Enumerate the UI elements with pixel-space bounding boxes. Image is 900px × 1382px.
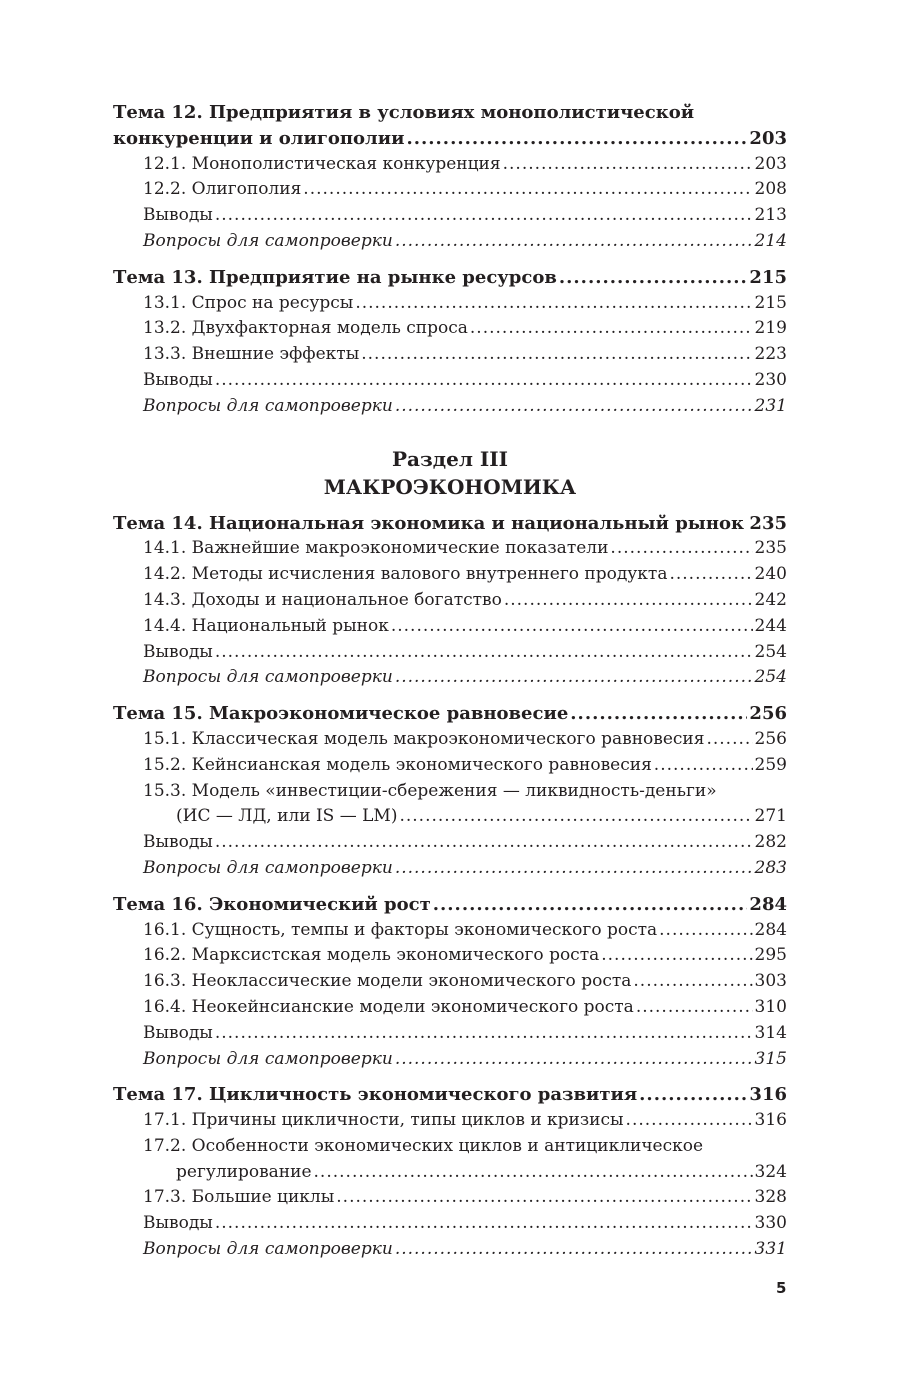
entry-page: 240: [754, 564, 787, 585]
table-of-contents: [113, 100, 787, 1263]
toc-entry: [113, 918, 787, 944]
dot-leader: [395, 665, 753, 691]
entry-page: 316: [749, 1084, 787, 1106]
entry-page: 310: [754, 996, 787, 1017]
entry-title-continued: конкуренции и олигополии: [113, 127, 405, 149]
toc-entry: [113, 368, 787, 394]
entry-title: Тема 12. Предприятия в условиях монополистической: [113, 102, 695, 123]
entry-line: [113, 588, 787, 614]
toc-topic: [113, 100, 787, 152]
entry-line: [113, 126, 787, 152]
entry-title: 12.2. Олигополия: [143, 179, 302, 200]
entry-line: [113, 1211, 787, 1237]
entry-page: 331: [754, 1239, 787, 1260]
entry-page: 244: [754, 615, 787, 636]
dot-leader: [636, 995, 753, 1021]
entry-page: 303: [754, 971, 787, 992]
entry-title: Вопросы для самопроверки: [143, 857, 393, 878]
toc-entry: [113, 779, 787, 831]
entry-line: [113, 203, 787, 229]
entry-page: 235: [749, 512, 787, 534]
entry-line: [113, 665, 787, 691]
entry-page: 256: [754, 728, 787, 749]
toc-entry: [113, 1211, 787, 1237]
dot-leader: [391, 614, 753, 640]
entry-line: [113, 892, 787, 918]
entry-title: 16.3. Неоклассические модели экономического роста: [143, 971, 632, 992]
entry-page: 235: [754, 538, 787, 559]
entry-page: 215: [754, 292, 787, 313]
dot-leader: [706, 727, 752, 753]
entry-title: 17.1. Причины цикличности, типы циклов и кризисы: [143, 1110, 624, 1131]
section-label: Раздел III: [392, 446, 508, 471]
entry-page: 330: [754, 1213, 787, 1234]
toc-entry: [113, 969, 787, 995]
entry-title: Тема 16. Экономический рост: [113, 893, 431, 915]
dot-leader: [395, 1237, 753, 1263]
toc-topic: [113, 511, 787, 537]
entry-page: 254: [754, 667, 787, 688]
entry-title: 15.3. Модель «инвестиции-сбережения — ликвидность-деньги»: [143, 780, 717, 801]
entry-line: [113, 1134, 787, 1160]
toc-entry: [113, 665, 787, 691]
dot-leader: [610, 536, 752, 562]
entry-title: Выводы: [143, 205, 213, 226]
entry-line: [113, 177, 787, 203]
dot-leader: [433, 892, 748, 918]
entry-title-continued: регулирование: [176, 1161, 312, 1182]
entry-line: [113, 943, 787, 969]
entry-title: Тема 17. Цикличность экономического развития: [113, 1084, 638, 1106]
section-title: МАКРОЭКОНОМИКА: [323, 474, 577, 499]
toc-topic: [113, 892, 787, 918]
toc-entry: [113, 394, 787, 420]
toc-entry: [113, 1047, 787, 1073]
toc-entry: [113, 229, 787, 255]
toc-entry: [113, 536, 787, 562]
toc-entry: [113, 1108, 787, 1134]
toc-topic-group: [113, 892, 787, 1073]
entry-page: 314: [754, 1022, 787, 1043]
dot-leader: [336, 1185, 752, 1211]
dot-leader: [215, 830, 753, 856]
entry-line: [113, 1021, 787, 1047]
entry-title: Выводы: [143, 1213, 213, 1234]
entry-title: Выводы: [143, 641, 213, 662]
dot-leader: [559, 265, 748, 291]
entry-title: 13.1. Спрос на ресурсы: [143, 292, 354, 313]
entry-title: 16.4. Неокейнсианские модели экономического роста: [143, 996, 634, 1017]
dot-leader: [601, 943, 752, 969]
entry-title: 16.2. Марксистская модель экономического роста: [143, 945, 600, 966]
entry-page: 256: [749, 703, 787, 725]
entry-page: 208: [754, 179, 787, 200]
dot-leader: [314, 1160, 753, 1186]
toc-entry: [113, 614, 787, 640]
entry-page: 284: [749, 893, 787, 915]
dot-leader: [503, 152, 753, 178]
entry-line: [113, 342, 787, 368]
toc-entry: [113, 177, 787, 203]
toc-entry: [113, 1185, 787, 1211]
entry-page: 282: [754, 832, 787, 853]
entry-title: 12.1. Монополистическая конкуренция: [143, 153, 501, 174]
toc-topic-group: [113, 511, 787, 692]
toc-block: [113, 511, 787, 1263]
toc-entry: [113, 727, 787, 753]
entry-page: 242: [754, 589, 787, 610]
toc-entry: [113, 753, 787, 779]
toc-entry: [113, 943, 787, 969]
toc-entry: [113, 316, 787, 342]
entry-page: 324: [754, 1161, 787, 1182]
entry-page: 284: [754, 919, 787, 940]
entry-page: 223: [754, 344, 787, 365]
entry-line: [113, 562, 787, 588]
dot-leader: [626, 1108, 753, 1134]
dot-leader: [659, 918, 752, 944]
entry-title: Выводы: [143, 369, 213, 390]
entry-title: Выводы: [143, 1022, 213, 1043]
entry-line: [113, 368, 787, 394]
entry-line: [113, 753, 787, 779]
toc-entry: [113, 588, 787, 614]
entry-line: [113, 830, 787, 856]
toc-topic: [113, 1082, 787, 1108]
entry-title: Вопросы для самопроверки: [143, 667, 393, 688]
toc-block: [113, 100, 787, 420]
entry-title: Тема 13. Предприятие на рынке ресурсов: [113, 266, 557, 288]
entry-page: 271: [754, 806, 787, 827]
toc-entry: [113, 830, 787, 856]
dot-leader: [355, 291, 752, 317]
entry-page: 283: [754, 857, 787, 878]
entry-line: [113, 511, 787, 537]
entry-page: 230: [754, 369, 787, 390]
dot-leader: [361, 342, 752, 368]
entry-page: 214: [754, 230, 787, 251]
toc-entry: [113, 995, 787, 1021]
entry-line: [113, 969, 787, 995]
entry-title: Вопросы для самопроверки: [143, 395, 393, 416]
entry-title: 15.2. Кейнсианская модель экономического равновесия: [143, 754, 652, 775]
entry-page: 213: [754, 205, 787, 226]
entry-title: Тема 14. Национальная экономика и национальный рынок: [113, 512, 745, 534]
entry-title-continued: (ИС — ЛД, или IS — LM): [176, 806, 398, 827]
entry-page: 328: [754, 1187, 787, 1208]
entry-line: [113, 229, 787, 255]
entry-line: [113, 152, 787, 178]
dot-leader: [633, 969, 752, 995]
entry-line: [113, 918, 787, 944]
entry-page: 254: [754, 641, 787, 662]
entry-line: [113, 701, 787, 727]
toc-topic-group: [113, 265, 787, 420]
toc-entry: [113, 1134, 787, 1186]
toc-entry: [113, 856, 787, 882]
entry-title: 14.4. Национальный рынок: [143, 615, 389, 636]
entry-title: Тема 15. Макроэкономическое равновесие: [113, 703, 569, 725]
entry-page: 315: [754, 1048, 787, 1069]
toc-entry: [113, 152, 787, 178]
entry-page: 316: [754, 1110, 787, 1131]
entry-title: 13.2. Двухфакторная модель спроса: [143, 318, 468, 339]
dot-leader: [654, 753, 753, 779]
entry-line: [113, 265, 787, 291]
entry-page: 219: [754, 318, 787, 339]
entry-title: 14.3. Доходы и национальное богатство: [143, 589, 502, 610]
entry-line: [113, 779, 787, 805]
entry-line: [113, 394, 787, 420]
entry-line: [113, 1185, 787, 1211]
toc-entry: [113, 562, 787, 588]
entry-page: 215: [749, 266, 787, 288]
entry-title: 16.1. Сущность, темпы и факторы экономического роста: [143, 919, 658, 940]
dot-leader: [399, 804, 752, 830]
section-heading: [113, 445, 787, 501]
toc-entry: [113, 291, 787, 317]
entry-line: [113, 995, 787, 1021]
entry-line: [113, 316, 787, 342]
dot-leader: [669, 562, 752, 588]
entry-title: Вопросы для самопроверки: [143, 230, 393, 251]
dot-leader: [395, 856, 753, 882]
toc-entry: [113, 1021, 787, 1047]
dot-leader: [303, 177, 752, 203]
toc-entry: [113, 640, 787, 666]
entry-line: [113, 1047, 787, 1073]
dot-leader: [215, 640, 753, 666]
dot-leader: [470, 316, 753, 342]
entry-line: [113, 640, 787, 666]
entry-line: [113, 1160, 787, 1186]
entry-line: [113, 727, 787, 753]
entry-line: [113, 856, 787, 882]
toc-topic: [113, 701, 787, 727]
entry-line: [113, 804, 787, 830]
entry-title: Вопросы для самопроверки: [143, 1048, 393, 1069]
entry-line: [113, 100, 787, 126]
page-number: 5: [776, 1279, 787, 1297]
entry-page: 203: [749, 127, 787, 149]
entry-title: 14.1. Важнейшие макроэкономические показатели: [143, 538, 609, 559]
toc-entry: [113, 342, 787, 368]
entry-page: 259: [754, 754, 787, 775]
toc-entry: [113, 203, 787, 229]
dot-leader: [639, 1082, 747, 1108]
entry-line: [113, 1237, 787, 1263]
entry-line: [113, 536, 787, 562]
entry-title: Вопросы для самопроверки: [143, 1239, 393, 1260]
entry-line: [113, 1082, 787, 1108]
entry-page: 295: [754, 945, 787, 966]
toc-topic-group: [113, 701, 787, 882]
toc-entry: [113, 1237, 787, 1263]
dot-leader: [570, 701, 747, 727]
entry-title: 13.3. Внешние эффекты: [143, 344, 360, 365]
dot-leader: [215, 368, 753, 394]
entry-title: 14.2. Методы исчисления валового внутреннего продукта: [143, 564, 668, 585]
dot-leader: [746, 511, 747, 537]
entry-title: 15.1. Классическая модель макроэкономического равновесия: [143, 728, 705, 749]
dot-leader: [215, 1211, 753, 1237]
entry-page: 231: [754, 395, 787, 416]
entry-title: 17.2. Особенности экономических циклов и антициклическое: [143, 1135, 704, 1156]
toc-topic-group: [113, 100, 787, 255]
entry-title: Выводы: [143, 832, 213, 853]
dot-leader: [504, 588, 753, 614]
dot-leader: [395, 229, 753, 255]
entry-line: [113, 614, 787, 640]
dot-leader: [406, 126, 747, 152]
toc-topic: [113, 265, 787, 291]
entry-page: 203: [754, 153, 787, 174]
toc-topic-group: [113, 1082, 787, 1263]
dot-leader: [395, 394, 753, 420]
entry-line: [113, 1108, 787, 1134]
dot-leader: [215, 203, 753, 229]
entry-title: 17.3. Большие циклы: [143, 1187, 335, 1208]
entry-line: [113, 291, 787, 317]
dot-leader: [215, 1021, 753, 1047]
dot-leader: [395, 1047, 753, 1073]
